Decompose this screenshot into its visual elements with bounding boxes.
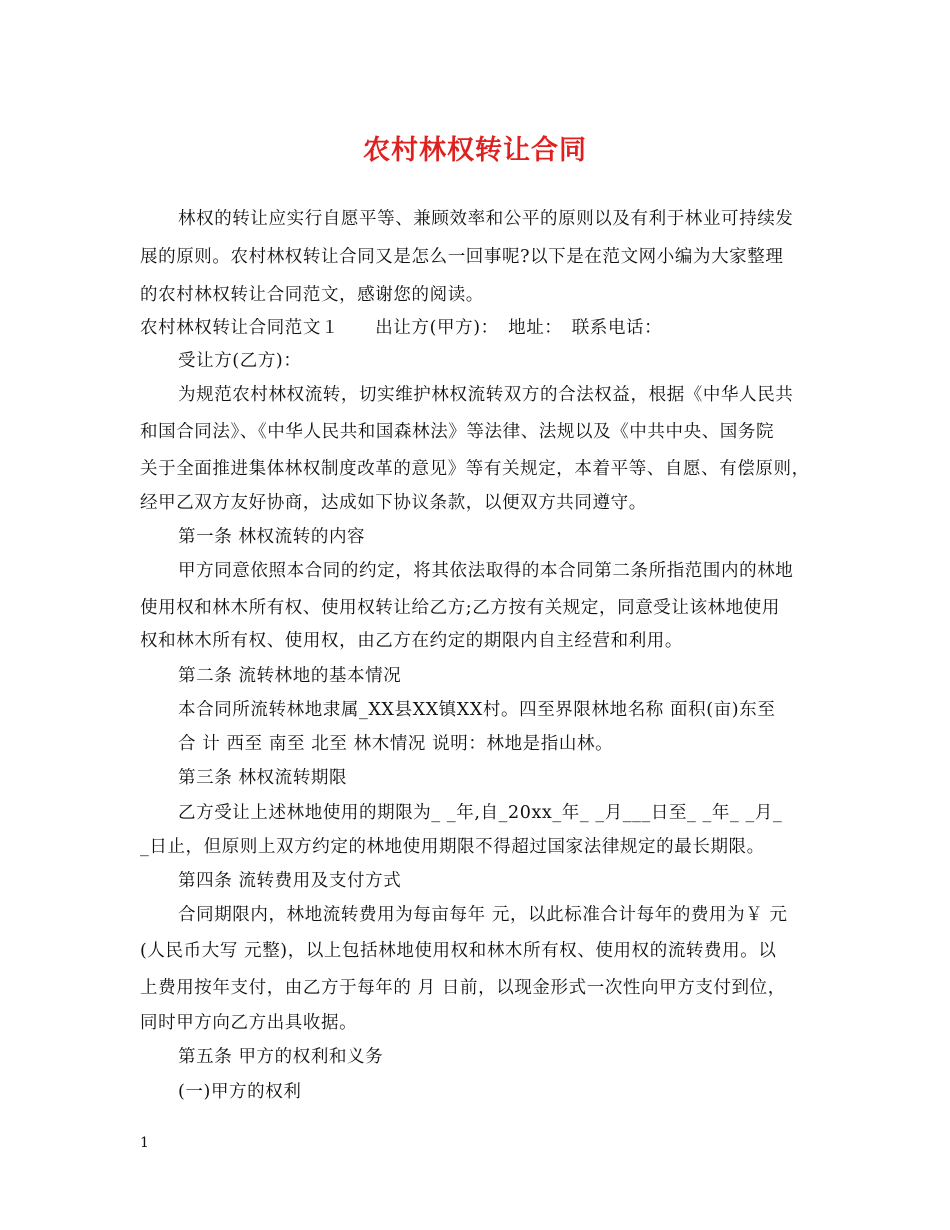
- article-heading: 第三条 林权流转期限: [178, 768, 348, 788]
- article-heading: 第二条 流转林地的基本情况: [178, 666, 402, 686]
- paragraph-line: 合同期限内，林地流转费用为每亩每年 元，以此标准合计每年的费用为￥ 元: [178, 905, 788, 925]
- paragraph-line: 乙方受让上述林地使用的期限为_ _年,自_20xx_年_ _月___日至_ _年_ _月_: [178, 803, 783, 823]
- paragraph-line: (一)甲方的权利: [178, 1082, 302, 1102]
- paragraph-line: 关于全面推进集体林权制度改革的意见》等有关规定，本着平等、自愿、有偿原则，: [140, 459, 810, 479]
- paragraph-line: 使用权和林木所有权、使用权转让给乙方;乙方按有关规定，同意受让该林地使用: [140, 598, 780, 618]
- paragraph-line: 合 计 西至 南至 北至 林木情况 说明：林地是指山林。: [178, 734, 614, 754]
- article-heading: 第五条 甲方的权利和义务: [178, 1047, 384, 1067]
- paragraph-line: 权和林木所有权、使用权，由乙方在约定的期限内自主经营和利用。: [140, 631, 683, 651]
- paragraph-line: _日止，但原则上双方约定的林地使用期限不得超过国家法律规定的最长期限。: [140, 837, 765, 857]
- paragraph-line: 同时甲方向乙方出具收据。: [140, 1013, 358, 1033]
- paragraph-line: 展的原则。农村林权转让合同又是怎么一回事呢?以下是在范文网小编为大家整理: [140, 247, 784, 267]
- page-number: 1: [140, 1135, 149, 1151]
- paragraph-line: 林权的转让应实行自愿平等、兼顾效率和公平的原则以及有利于林业可持续发: [178, 209, 794, 229]
- paragraph-line: 和国合同法》、《中华人民共和国森林法》等法律、法规以及《中共中央、国务院: [140, 422, 775, 442]
- article-heading: 第四条 流转费用及支付方式: [178, 871, 402, 891]
- paragraph-line: 甲方同意依照本合同的约定，将其依法取得的本合同第二条所指范围内的林地: [178, 561, 794, 581]
- paragraph-line: 本合同所流转林地隶属_XX县XX镇XX村。四至界限林地名称 面积(亩)东至: [178, 700, 776, 720]
- paragraph-line: 上费用按年支付，由乙方于每年的 月 日前，以现金形式一次性向甲方支付到位，: [140, 978, 786, 998]
- paragraph-line: 的农村林权转让合同范文，感谢您的阅读。: [140, 285, 484, 305]
- paragraph-line: 受让方(乙方)：: [178, 351, 302, 371]
- paragraph-line: 为规范农村林权流转，切实维护林权流转双方的合法权益，根据《中华人民共: [178, 385, 794, 405]
- paragraph-line: 经甲乙双方友好协商，达成如下协议条款，以便双方共同遵守。: [140, 493, 647, 513]
- paragraph-line: 农村林权转让合同范文１ 出让方(甲方)： 地址： 联系电话：: [140, 318, 663, 338]
- document-title: 农村林权转让合同: [363, 135, 587, 166]
- article-heading: 第一条 林权流转的内容: [178, 527, 366, 547]
- paragraph-line: (人民币大写 元整)，以上包括林地使用权和林木所有权、使用权的流转费用。以: [140, 941, 777, 961]
